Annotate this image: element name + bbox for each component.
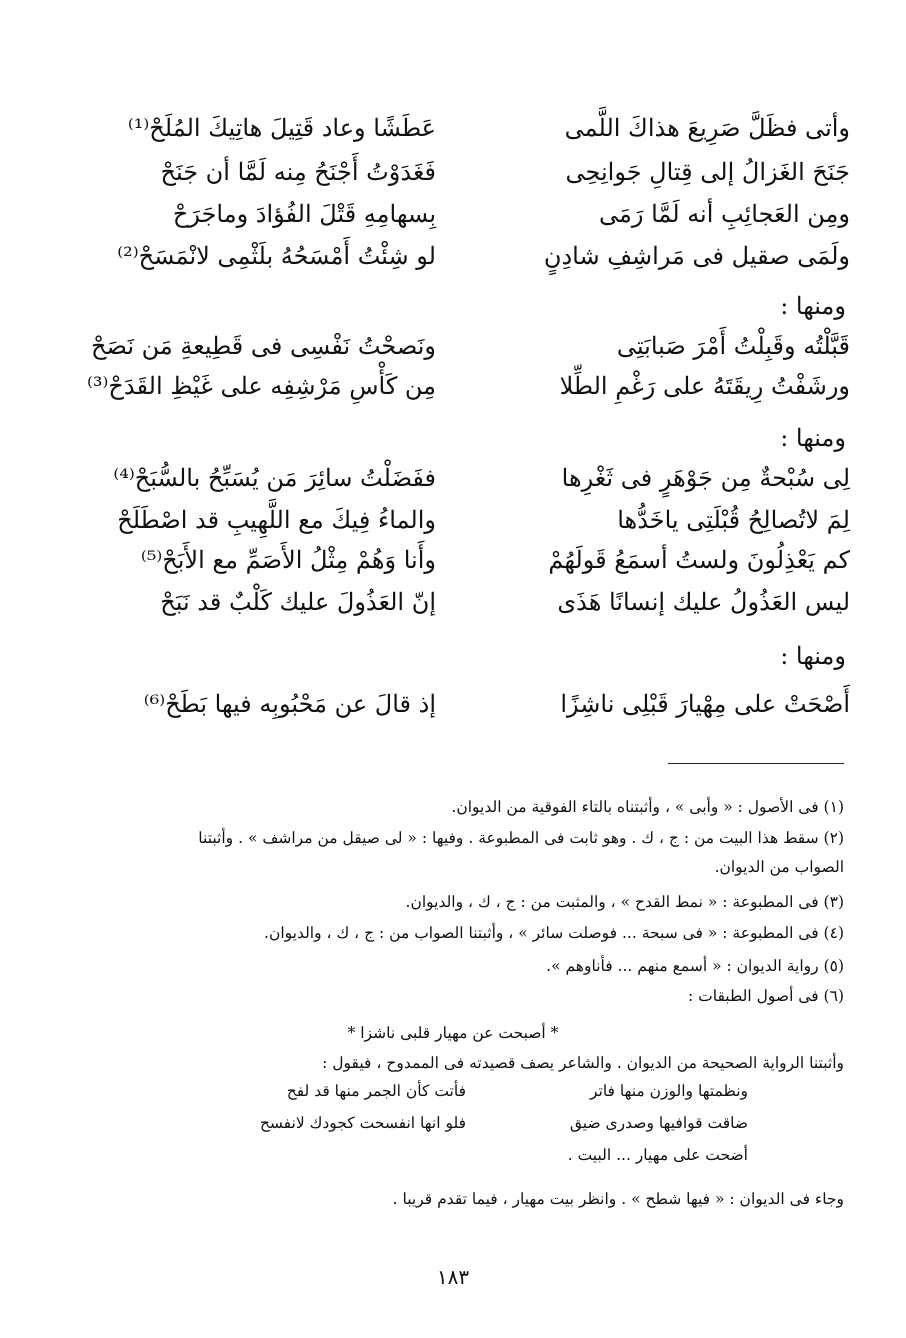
first-hemistich: ورشَفْتُ رِيقَتَهُ على رَغْمِ الطِّلا xyxy=(559,372,850,400)
verse-line xyxy=(0,540,906,580)
verse-line xyxy=(0,152,906,192)
second-hemistich: عَطَشًا وعاد قَتِيلَ هاتِيكَ المُلَحْ⁽¹⁾ xyxy=(127,114,436,142)
first-hemistich: كم يَعْذِلُونَ ولستُ أسمَعُ قَولَهُمْ xyxy=(548,546,850,574)
verse-line xyxy=(0,500,906,540)
first-hemistich: لِمَ لاتُصالِحُ قُبْلَتِى ياخَدُّها xyxy=(617,506,850,534)
second-hemistich: مِن كَأْسِ مَرْشِفِه على غَيْظِ القَدَحْ⁽³⁾ xyxy=(87,372,436,400)
footnote-1: (١) فى الأصول : « وأبى » ، وأثبتناه بالتاء الفوقية من الديوان. xyxy=(451,798,844,816)
verse-line xyxy=(0,684,906,724)
footnote-2: (٢) سقط هذا البيت من : ج ، ك . وهو ثابت فى المطبوعة . وفيها : « لى صيقل من مراشف » . وأثبتنا xyxy=(198,829,844,847)
first-hemistich: لِى سُبْحةٌ مِن جَوْهَرٍ فى ثَغْرِها xyxy=(561,464,850,492)
verse-line xyxy=(0,582,906,622)
second-hemistich: بِسهامِهِ قَتْلَ الفُؤادَ وماجَرَحْ xyxy=(172,200,436,228)
footnote-verse-h2: فلو انها انفسحت كجودك لانفسح xyxy=(259,1114,466,1132)
footnote-verse-h1: أضحت على مهيار ... البيت . xyxy=(567,1146,748,1164)
section-label: ومنها : xyxy=(780,642,846,670)
first-hemistich: أَصْحَتْ على مِهْيارَ قَبْلِى ناشِزًا xyxy=(560,690,850,718)
verse-line xyxy=(0,236,906,276)
footnote-6-text: وأثبتنا الرواية الصحيحة من الديوان . والشاعر يصف قصيدته فى الممدوح ، فيقول : xyxy=(322,1054,844,1072)
page-number: ١٨٣ xyxy=(436,1265,470,1289)
section-label: ومنها : xyxy=(780,292,846,320)
first-hemistich: ولَمَى صقيل فى مَراشِفِ شادِنٍ xyxy=(543,242,850,270)
footnote-separator xyxy=(668,763,844,765)
first-hemistich: قَبَّلْتُه وقَبِلْتُ أَمْرَ صَبابَتِى xyxy=(616,332,850,360)
first-hemistich: وأتى فظَلَّ صَرِيعَ هذاكَ اللَّمى xyxy=(564,114,850,142)
verse-line xyxy=(0,194,906,234)
footnote-2-continued: الصواب من الديوان. xyxy=(714,858,844,876)
footnote-3: (٣) فى المطبوعة : « نمط القدح » ، والمثبت من : ج ، ك ، والديوان. xyxy=(405,893,844,911)
footnote-verse-h1: ضاقت قوافيها وصدرى ضيق xyxy=(569,1114,748,1132)
second-hemistich: والماءُ فِيكَ مع اللَّهِيبِ قد اصْطَلَحْ xyxy=(117,506,436,534)
second-hemistich: لو شِئْتُ أَمْسَحُهُ بلَثْمِى لانْمَسَحْ⁽²⁾ xyxy=(117,242,436,270)
footnote-verse-h2: فأتت كأن الجمر منها قد لفح xyxy=(286,1082,466,1100)
first-hemistich: ليس العَذُولُ عليك إنسانًا هَذَى xyxy=(557,588,850,616)
footnote-verse-h1: ونظمتها والوزن منها فاتر xyxy=(589,1082,748,1100)
second-hemistich: فَغَدَوْتُ أَجْنَحُ مِنه لَمَّا أن جَنَحْ xyxy=(160,158,436,186)
verse-line xyxy=(0,366,906,406)
second-hemistich: إنّ العَذُولَ عليك كَلْبٌ قد نَبَحْ xyxy=(160,588,436,616)
verse-line xyxy=(0,326,906,366)
footnote-5: (٥) رواية الديوان : « أسمع منهم ... فأناوهم ». xyxy=(546,957,844,975)
first-hemistich: جَنَحَ الغَزالُ إلى قِتالِ جَوانِحِى xyxy=(565,158,850,186)
footnote-4: (٤) فى المطبوعة : « فى سبحة ... فوصلت سائر » ، وأثبتنا الصواب من : ج ، ك ، والديوان. xyxy=(264,924,844,942)
second-hemistich: ففَضَلْتُ سائِرَ مَن يُسَبِّحُ بالسُّبَحْ⁽⁴⁾ xyxy=(113,464,436,492)
footnote-6-quote: * أصبحت عن مهيار قلبى ناشزا * xyxy=(347,1024,559,1042)
verse-line xyxy=(0,458,906,498)
second-hemistich: إذ قالَ عن مَحْبُوبِه فيها بَطَحْ⁽⁶⁾ xyxy=(143,690,436,718)
second-hemistich: ونَصحْتُ نَفْسِى فى قَطِيعةِ مَن نَصَحْ xyxy=(91,332,436,360)
second-hemistich: وأَنا وَهُمْ مِثْلُ الأَصَمِّ مع الأَبَحْ⁽⁵⁾ xyxy=(140,546,436,574)
footnote-6-end: وجاء فى الديوان : « فيها شطح » . وانظر بيت مهيار ، فيما تقدم قريبا . xyxy=(392,1190,844,1208)
section-label: ومنها : xyxy=(780,424,846,452)
separator-line xyxy=(668,763,844,764)
footnote-6: (٦) فى أصول الطبقات : xyxy=(687,987,844,1005)
verse-line xyxy=(0,108,906,148)
first-hemistich: ومِن العَجائِبِ أنه لَمَّا رَمَى xyxy=(598,200,850,228)
